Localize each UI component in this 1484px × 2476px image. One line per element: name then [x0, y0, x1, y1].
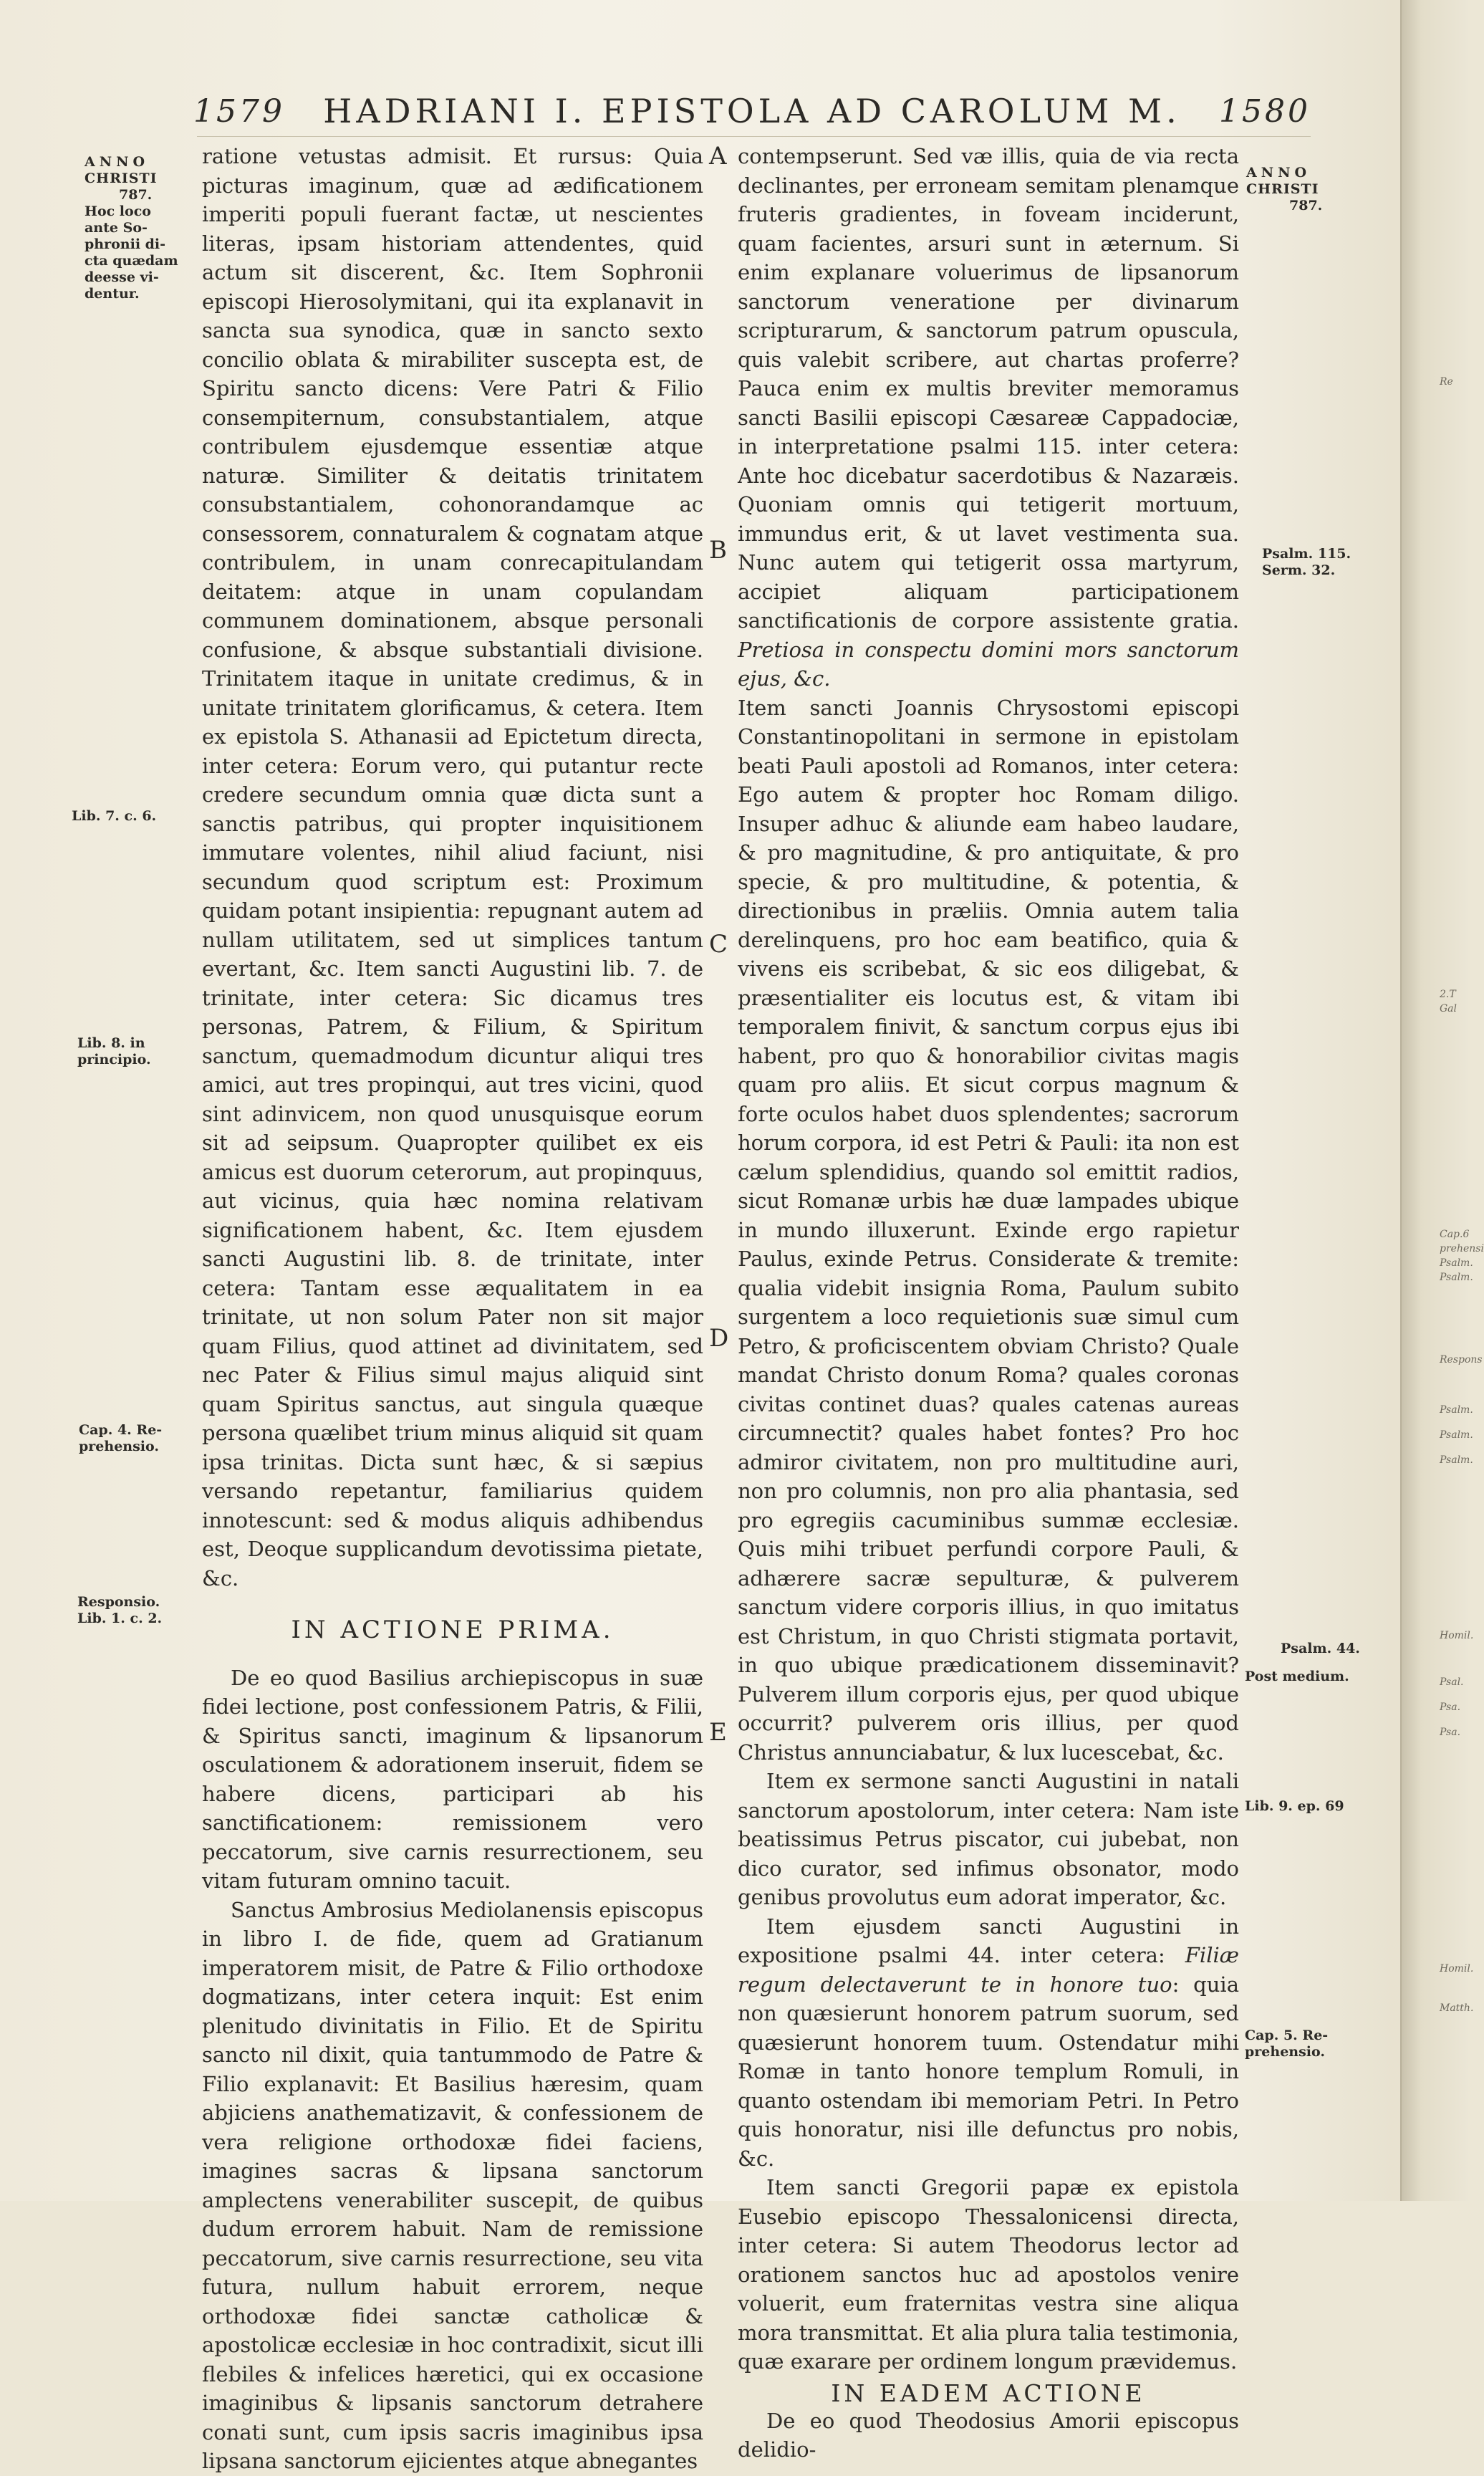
left-paragraph-1: ratione vetustas admisit. Et rursus: Quia picturas imaginum, quæ ad ædificationem imperiti populi fuerant factæ, ut nescientes literas, ipsam historiam attendentes, quid actum sit discerent, &c. Item Sophronii episcopi Hierosolymitani, qui ita explanavit in sancta sua synodica, quæ in sancto sexto concilio oblata & mirabiliter suscepta est, de Spiritu sancto dicens: Vere Patri & Filio consempiternum, consubstantialem, atque contribulem ejusdemque essentiæ atque naturæ. Similiter & deitatis trinitatem consubstantialem, cohonorandamque ac consessorem, connaturalem & cognatam atque contribulem, in unam conrecapitulandam deitatem: atque in unam copulandam communem dominationem, absque personali confusione, & absque substantiali divisione. Trinitatem itaque in unitate credimus, & in unitate trinitatem glorificamus, & cetera. Item ex epistola S. Athanasii ad Epictetum directa, inter cetera: Eorum vero, qui putantur recte credere secundum omnia quæ dicta sunt a sanctis patribus, qui propter inquisitionem immutare volentes, nihil aliud faciunt, nisi secundum quod scriptum est: Proximum quidam potant insipientia: repugnant autem ad nullam utilitatem, sed ut simplices tantum evertant, &c. Item sancti Augustini lib. 7. de trinitate, inter cetera: Sic dicamus tres personas, Patrem, & Filium, & Spiritum sanctum, quemadmodum dicuntur aliqui tres amici, aut tres propinqui, aut tres vicini, quod sint adinvicem, non quod unusquisque eorum sit ad seipsum. Quapropter quilibet ex eis amicus est duorum ceterorum, aut propinquus, aut vicinus, quia hæc nomina relativam significationem habent, &c. Item ejusdem sancti Augustini lib. 8. de trinitate, inter cetera: Tantam esse æqualitatem in ea trinitate, ut non solum Pater non sit major quam Filius, quod attinet ad divinitatem, sed nec Pater & Filius simul majus aliquid sint quam Spiritus sanctus, aut singula quæque persona quælibet trium minus aliquid sit quam ipsa trinitas. Dicta sunt hæc, & si sæpius versando repetantur, familiarius quidem innotescunt: sed & modus aliquis adhibendus est, Deoque supplicandum devotissima pietate, &c. — [202, 144, 703, 1590]
facing-page-fragment: Re — [1440, 376, 1453, 388]
facing-page-fragment: 2.T — [1440, 989, 1456, 1000]
facing-page-fragment: Gal — [1440, 1003, 1458, 1014]
section-letter-d: D — [709, 1324, 729, 1353]
section-heading-actione-prima: IN ACTIONE PRIMA. — [291, 1616, 615, 1644]
left-margin-note-lib8: Lib. 8. in principio. — [77, 1035, 151, 1067]
facing-page-fragment: Psalm. — [1440, 1404, 1473, 1416]
section-heading-eadem-actione: IN EADEM ACTIONE — [831, 2379, 1146, 2407]
right-margin-note-psalm115: Psalm. 115. Serm. 32. — [1262, 546, 1352, 578]
psalm-44-quote: Filiæ regum delectaverunt te in honore tuo — [738, 1943, 1240, 1997]
left-paragraph-2: De eo quod Basilius archiepiscopus in suæ fidei lectione, post confessionem Patris, & Filii, & Spiritus sancti, imaginum & lipsanorum osculationem & adorationem inseruit, fidem se habere dicens, participari ab his sanctificationem: remissionem vero peccatorum, sive carnis resurrectionem, seu vitam futuram omnino tacuit. — [202, 1665, 703, 1893]
facing-page-fragment: prehensi — [1440, 1243, 1484, 1254]
right-paragraph-1: contempserunt. Sed væ illis, quia de via recta declinantes, per erroneam semitam plenamque fruteris gradientes, in foveam inciderunt, quam facientes, arsuri sunt in æternum. Si enim explanare voluerimus de lipsanorum sanctorum veneratione per divinarum scripturarum, & sanctorum patrum opuscula, quis valebit scribere, aut chartas proferre? Pauca enim ex multis breviter memoramus sancti Basilii episcopi Cæsareæ Cappadociæ, in interpretatione psalmi 115. inter cetera: Ante hoc dicebatur sacerdotibus & Nazaræis. Quoniam omnis qui tetigerit mortuum, immundus erit, & ut lavet vestimenta sua. Nunc autem qui tetigerit ossa martyrum, accipiet aliquam participationem sanctificationis de corpore assistente gratia. Pretiosa in conspectu domini mors sanctorum ejus, &c. — [738, 144, 1239, 691]
facing-page-fragment: Homil. — [1440, 1963, 1474, 1974]
right-margin-note-lib9: Lib. 9. ep. 69 — [1245, 1798, 1344, 1814]
section-letter-a: A — [709, 142, 727, 171]
facing-page-fragment: Psa. — [1440, 1727, 1461, 1738]
header-rule — [197, 136, 1311, 137]
left-text-column — [202, 142, 703, 2473]
psalm-quote: Pretiosa in conspectu domini mors sanctorum ejus, &c. — [738, 637, 1239, 691]
facing-page-fragment: Psalm. — [1440, 1429, 1473, 1441]
section-letter-c: C — [709, 930, 728, 959]
right-text-column — [738, 142, 1240, 2462]
page-number-left: 1579 — [193, 93, 285, 130]
right-margin-note-psalm44: Psalm. 44. Post medium. — [1245, 1641, 1360, 1684]
right-paragraph-5: Item sancti Gregorii papæ ex epistola Eusebio episcopo Thessalonicensi directa, inter cetera: Si autem Theodorus lector ad orationem sanctos huc ad apostolos venire voluerit, eum fraternitas vestra sine aliqua mora transmittat. Et alia plura talia testimonia, quæ exarare per ordinem longum prævidemus. — [738, 2175, 1239, 2374]
page-header — [193, 86, 1311, 136]
left-margin-note-cap4: Cap. 4. Re- prehensio. — [79, 1422, 163, 1454]
section-letter-b: B — [709, 536, 727, 565]
facing-page-fragment: Psalm. — [1440, 1257, 1473, 1269]
page-number-right: 1580 — [1219, 93, 1311, 130]
right-paragraph-3: Item ex sermone sancti Augustini in natali sanctorum apostolorum, inter cetera: Nam iste beatissimus Petrus piscator, cui jubebat, non dico curator, sed infimus obsonator, modo genibus provolutus eum adorat imperator, &c. — [738, 1769, 1239, 1909]
left-margin-note-anno: ANNO CHRISTI 787. Hoc loco ante So- phronii di- cta quædam deesse vi- dentur. — [85, 154, 178, 302]
right-margin-note-anno: ANNO CHRISTI 787. — [1246, 165, 1323, 213]
right-margin-note-cap5: Cap. 5. Re- prehensio. — [1245, 2028, 1329, 2060]
facing-page-fragment: Psalm. — [1440, 1454, 1473, 1466]
right-paragraph-2: Item sancti Joannis Chrysostomi episcopi Constantinopolitani in sermone in epistolam beati Pauli apostoli ad Romanos, inter cetera: Ego autem & propter hoc Romam diligo. Insuper adhuc & aliunde eam habeo laudare, & pro magnitudine, & pro antiquitate, & pro specie, & pro multitudine, & potentia, & directionibus in præliis. Omnia autem talia derelinquens, pro hoc eam beatifico, quia & vivens eis scribebat, & sic eos diligebat, & præsentialiter eis locutus est, & vitam ibi temporalem finivit, & sanctum corpus ejus ibi habent, pro quo & honorabilior civitas magis quam pro aliis. Et sicut corpus magnum & forte oculos habet duos splendentes; sacrorum horum corpora, id est Petri & Pauli: ita non est cælum splendidius, quando sol emittit radios, sicut Romanæ urbis hæ duæ lampades ubique in mundo illuxerunt. Exinde ergo rapietur Paulus, exinde Petrus. Considerate & tremite: qualia videbit insignia Roma, Paulum subito surgentem a loco requietionis suæ simul cum Petro, & proficiscentem obviam Christo? Quale mandat Christo donum Roma? quales coronas civitas continet duas? quales catenas aureas circumnectit? quales habet fontes? Pro hoc admiror civitatem, non pro multitudine auri, non pro columnis, non pro alia phantasia, sed pro egregiis cacuminibus summæ ecclesiæ. Quis mihi tribuet perfundi corpore Pauli, & adhærere sacræ sepulturæ, & pulverem sanctum videre corporis illius, in quo imitatus est Christum, in quo Christi stigmata portavit, in quo ubique prædicationem disseminavit? Pulverem illum corporis ejus, per quod ubique occurrit? pulverem oris illius, per quod Christus annunciabatur, & lux lucescebat, &c. — [738, 695, 1239, 1765]
facing-page-fragment: Cap.6 — [1440, 1229, 1470, 1240]
facing-page-fragment: Respons — [1440, 1354, 1483, 1366]
facing-page-fragment: Psalm. — [1440, 1272, 1473, 1283]
facing-page-fragment: Matth. — [1440, 2002, 1474, 2014]
facing-page-fragment: Homil. — [1440, 1630, 1474, 1641]
right-paragraph-4: Item ejusdem sancti Augustini in expositione psalmi 44. inter cetera: Filiæ regum delectaverunt te in honore tuo: quia non quæsierunt honorem patrum suorum, sed quæsierunt honorem tuum. Ostendatur mihi Romæ in tanto honore templum Romuli, in quanto ostendam ibi memoriam Petri. In Petro quis honoratur, nisi ille defunctus pro nobis, &c. — [738, 1914, 1240, 2171]
right-paragraph-6: De eo quod Theodosius Amorii episcopus delidio- — [738, 2408, 1239, 2462]
facing-page-fragment: Psal. — [1440, 1676, 1464, 1688]
facing-page-fragment: Psa. — [1440, 1702, 1461, 1713]
book-spine — [1400, 0, 1468, 2201]
left-margin-note-lib7: Lib. 7. c. 6. — [72, 808, 157, 824]
running-title: HADRIANI I. EPISTOLA AD CAROLUM M. — [323, 92, 1181, 130]
left-margin-note-responsio: Responsio. Lib. 1. c. 2. — [77, 1594, 163, 1626]
left-paragraph-3: Sanctus Ambrosius Mediolanensis episcopus in libro I. de fide, quem ad Gratianum imperatorem misit, de Patre & Filio orthodoxe dogmatizans, inter cetera inquit: Est enim plenitudo divinitatis in Filio. Et de Spiritu sancto nil dixit, quia tantummodo de Patre & Filio explanavit: Et Basilius hæresim, quam abjiciens anathematizavit, & confessionem de vera religione orthodoxæ fidei faciens, imagines sacras & lipsana sanctorum amplectens venerabiliter suscepit, de quibus dudum errorem habuit. Nam de remissione peccatorum, sive carnis resurrectione, seu vita futura, nullum habuit errorem, neque orthodoxæ fidei sanctæ catholicæ & apostolicæ ecclesiæ in hoc contradixit, sicut illi flebiles & infelices hæretici, qui ex occasione imaginibus & lipsanis sanctorum detrahere conati sunt, cum ipsis sacris imaginibus ipsa lipsana sanctorum ejicientes atque abnegantes — [202, 1897, 703, 2473]
section-letter-e: E — [709, 1718, 727, 1747]
